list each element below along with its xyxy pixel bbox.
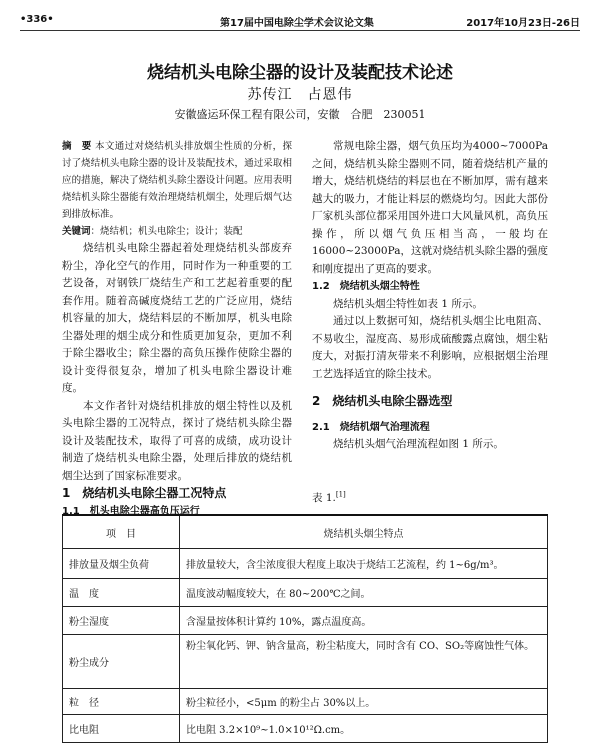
section-1-1-heading: 1.1 机头电除尘器高负压运行 (62, 506, 200, 517)
table-cell: 含湿量按体积计算约 10%，露点温度高。 (180, 607, 548, 635)
table-cell: 排放量较大，含尘浓度很大程度上取决于烧结工艺流程，约 1~6g/m³。 (180, 549, 548, 579)
table-cell: 比电阻 (63, 715, 180, 743)
dust-characteristics-table (62, 514, 548, 743)
section-1-2-heading: 1.2 烧结机头烟尘特性 (312, 281, 420, 292)
dust-characteristics-summary: 通过以上数据可知，烧结机头烟尘比电阻高、不易收尘，湿度高、易形成硫酸露点腐蚀，烟尘粘度大，对振打清灰带来不利影响，应根据烟尘治理工艺选择适宜的除尘技术。 (312, 315, 548, 380)
keywords-label: 关键词 (62, 226, 91, 237)
negative-pressure-paragraph: 常规电除尘器，烟气负压均为4000~7000Pa之间，烧结机头除尘器则不同，随着烧结机产量的增大，烧结机烧结的料层也在不断加厚，需有越来越大的吸力，才能让料层的燃烧均匀。因此大部份厂家机头部位都采用国外进口大风量风机，高负压操作，所以烟气负压相当高，一般均在16000~23000Pa，这就对烧结机头除尘器的强度和刚度提出了更高的要求。 (312, 140, 548, 275)
table-row (63, 689, 548, 715)
table-cell: 温度波动幅度较大，在 80~200℃之间。 (180, 579, 548, 607)
abstract-label: 摘 要 (62, 141, 92, 152)
table-cell: 比电阻 3.2×10⁹~1.0×10¹²Ω.cm。 (180, 715, 548, 743)
keywords-text: 烧结机；机头电除尘；设计；装配 (100, 226, 243, 237)
paper-title: 烧结机头电除尘器的设计及装配技术论述 (147, 63, 453, 83)
affiliation: 安徽盛运环保工程有限公司，安徽 合肥 230051 (174, 108, 426, 121)
table-caption: 表 1.[1] (312, 490, 346, 504)
left-column (62, 138, 292, 485)
table-cell: 粉尘湿度 (63, 607, 180, 635)
conference-date: 2017年10月23日-26日 (466, 18, 580, 29)
table-row (63, 579, 548, 607)
table-row (63, 715, 548, 743)
page-number: •336• (20, 14, 54, 25)
conference-name: 第17届中国电除尘学术会议论文集 (220, 18, 374, 29)
section-2-1-heading: 2.1 烧结机烟气治理流程 (312, 421, 430, 433)
table-header-item: 项 目 (63, 515, 180, 549)
dust-characteristics-intro: 烧结机头烟尘特性如表 1 所示。 (333, 297, 483, 310)
running-header (20, 12, 580, 31)
section-1-heading: 1 烧结机头电除尘器工况特点 (62, 486, 227, 500)
abstract (62, 138, 292, 223)
abstract-text: 本文通过对烧结机头排放烟尘性质的分析，探讨了烧结机头电除尘器的设计及装配技术，通过采取相应的措施，解决了烧结机头除尘器设计问题。应用表明烧结机头除尘器能有效治理烧结机烟尘，处理后烟气达到排放标准。 (62, 141, 292, 220)
section-2-heading: 2 烧结机头电除尘器选型 (312, 394, 453, 408)
table-cell: 排放量及烟尘负荷 (63, 549, 180, 579)
table-cell: 粉尘成分 (63, 635, 180, 689)
table-reference: [1] (335, 490, 346, 499)
table-row (63, 635, 548, 689)
intro-paragraph-1: 烧结机头电除尘器起着处理烧结机头部废弃粉尘，净化空气的作用，同时作为一种重要的工艺设备，对钢铁厂烧结生产和工艺起着重要的配套作用。随着高碱度烧结工艺的广泛应用，烧结机容量的加大，烧结料层的不断加厚，机头电除尘器处理的烟尘成分和性质更加复杂，更加不利于除尘器收尘；除尘器的高负压操作使除尘器的设计变得很复杂，增加了机头电除尘器设计难度。 (62, 242, 292, 394)
table-cell: 粉尘氧化钙、钾、钠含量高，粉尘粘度大，同时含有 CO、SO₂等腐蚀性气体。 (180, 635, 548, 689)
intro-paragraph-2: 本文作者针对烧结机排放的烟尘特性以及机头电除尘器的工况特点，探讨了烧结机头除尘器设计及装配技术，取得了可喜的成绩，成功设计制造了烧结机头电除尘器，处理后排放的烧结机烟尘达到了国家标准要求。 (62, 399, 292, 482)
table-row (63, 607, 548, 635)
table-cell: 温 度 (63, 579, 180, 607)
right-column (312, 138, 548, 454)
flow-paragraph: 烧结机头烟气治理流程如图 1 所示。 (333, 438, 504, 450)
table-header-feature: 烧结机头烟尘特点 (180, 515, 548, 549)
table-cell: 粉尘粒径小，<5μm 的粉尘占 30%以上。 (180, 689, 548, 715)
table-row (63, 549, 548, 579)
table-cell: 粒 径 (63, 689, 180, 715)
authors: 苏传江 占恩伟 (247, 87, 353, 103)
keywords: 关键词：烧结机；机头电除尘；设计；装配 (62, 226, 243, 237)
